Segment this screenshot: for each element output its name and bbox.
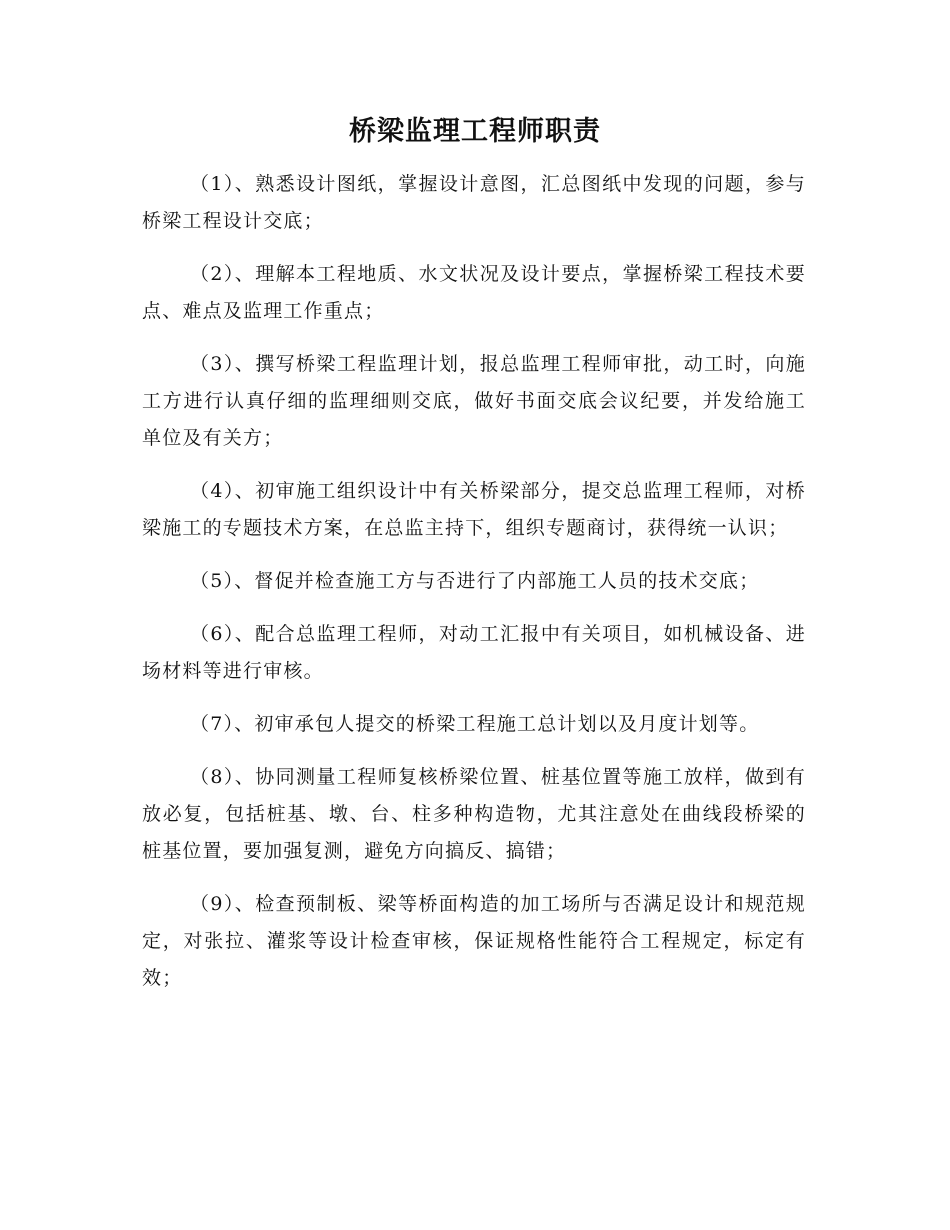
paragraph-6: （6）、配合总监理工程师，对动工汇报中有关项目，如机械设备、进场材料等进行审核。: [142, 623, 806, 682]
document-title: 桥梁监理工程师职责: [349, 116, 601, 147]
paragraph-3: （3）、撰写桥梁工程监理计划，报总监理工程师审批，动工时，向施工方进行认真仔细的监理细则交底，做好书面交底会议纪要，并发给施工单位及有关方；: [142, 353, 806, 449]
paragraph-9: （9）、检查预制板、梁等桥面构造的加工场所与否满足设计和规范规定，对张拉、灌浆等设计检查审核，保证规格性能符合工程规定，标定有效；: [142, 893, 806, 989]
paragraph-1: （1）、熟悉设计图纸，掌握设计意图，汇总图纸中发现的问题，参与桥梁工程设计交底；: [142, 173, 806, 232]
paragraph-8: （8）、协同测量工程师复核桥梁位置、桩基位置等施工放样，做到有放必复，包括桩基、墩、台、柱多种构造物，尤其注意处在曲线段桥梁的桩基位置，要加强复测，避免方向搞反、搞错；: [142, 766, 806, 862]
paragraph-2: （2）、理解本工程地质、水文状况及设计要点，掌握桥梁工程技术要点、难点及监理工作重点；: [142, 263, 806, 322]
document-body: [142, 166, 806, 1013]
paragraph-4: （4）、初审施工组织设计中有关桥梁部分，提交总监理工程师，对桥梁施工的专题技术方案，在总监主持下，组织专题商讨，获得统一认识；: [142, 480, 806, 539]
paragraph-7: （7）、初审承包人提交的桥梁工程施工总计划以及月度计划等。: [190, 713, 760, 735]
paragraph-5: （5）、督促并检查施工方与否进行了内部施工人员的技术交底；: [190, 570, 760, 592]
